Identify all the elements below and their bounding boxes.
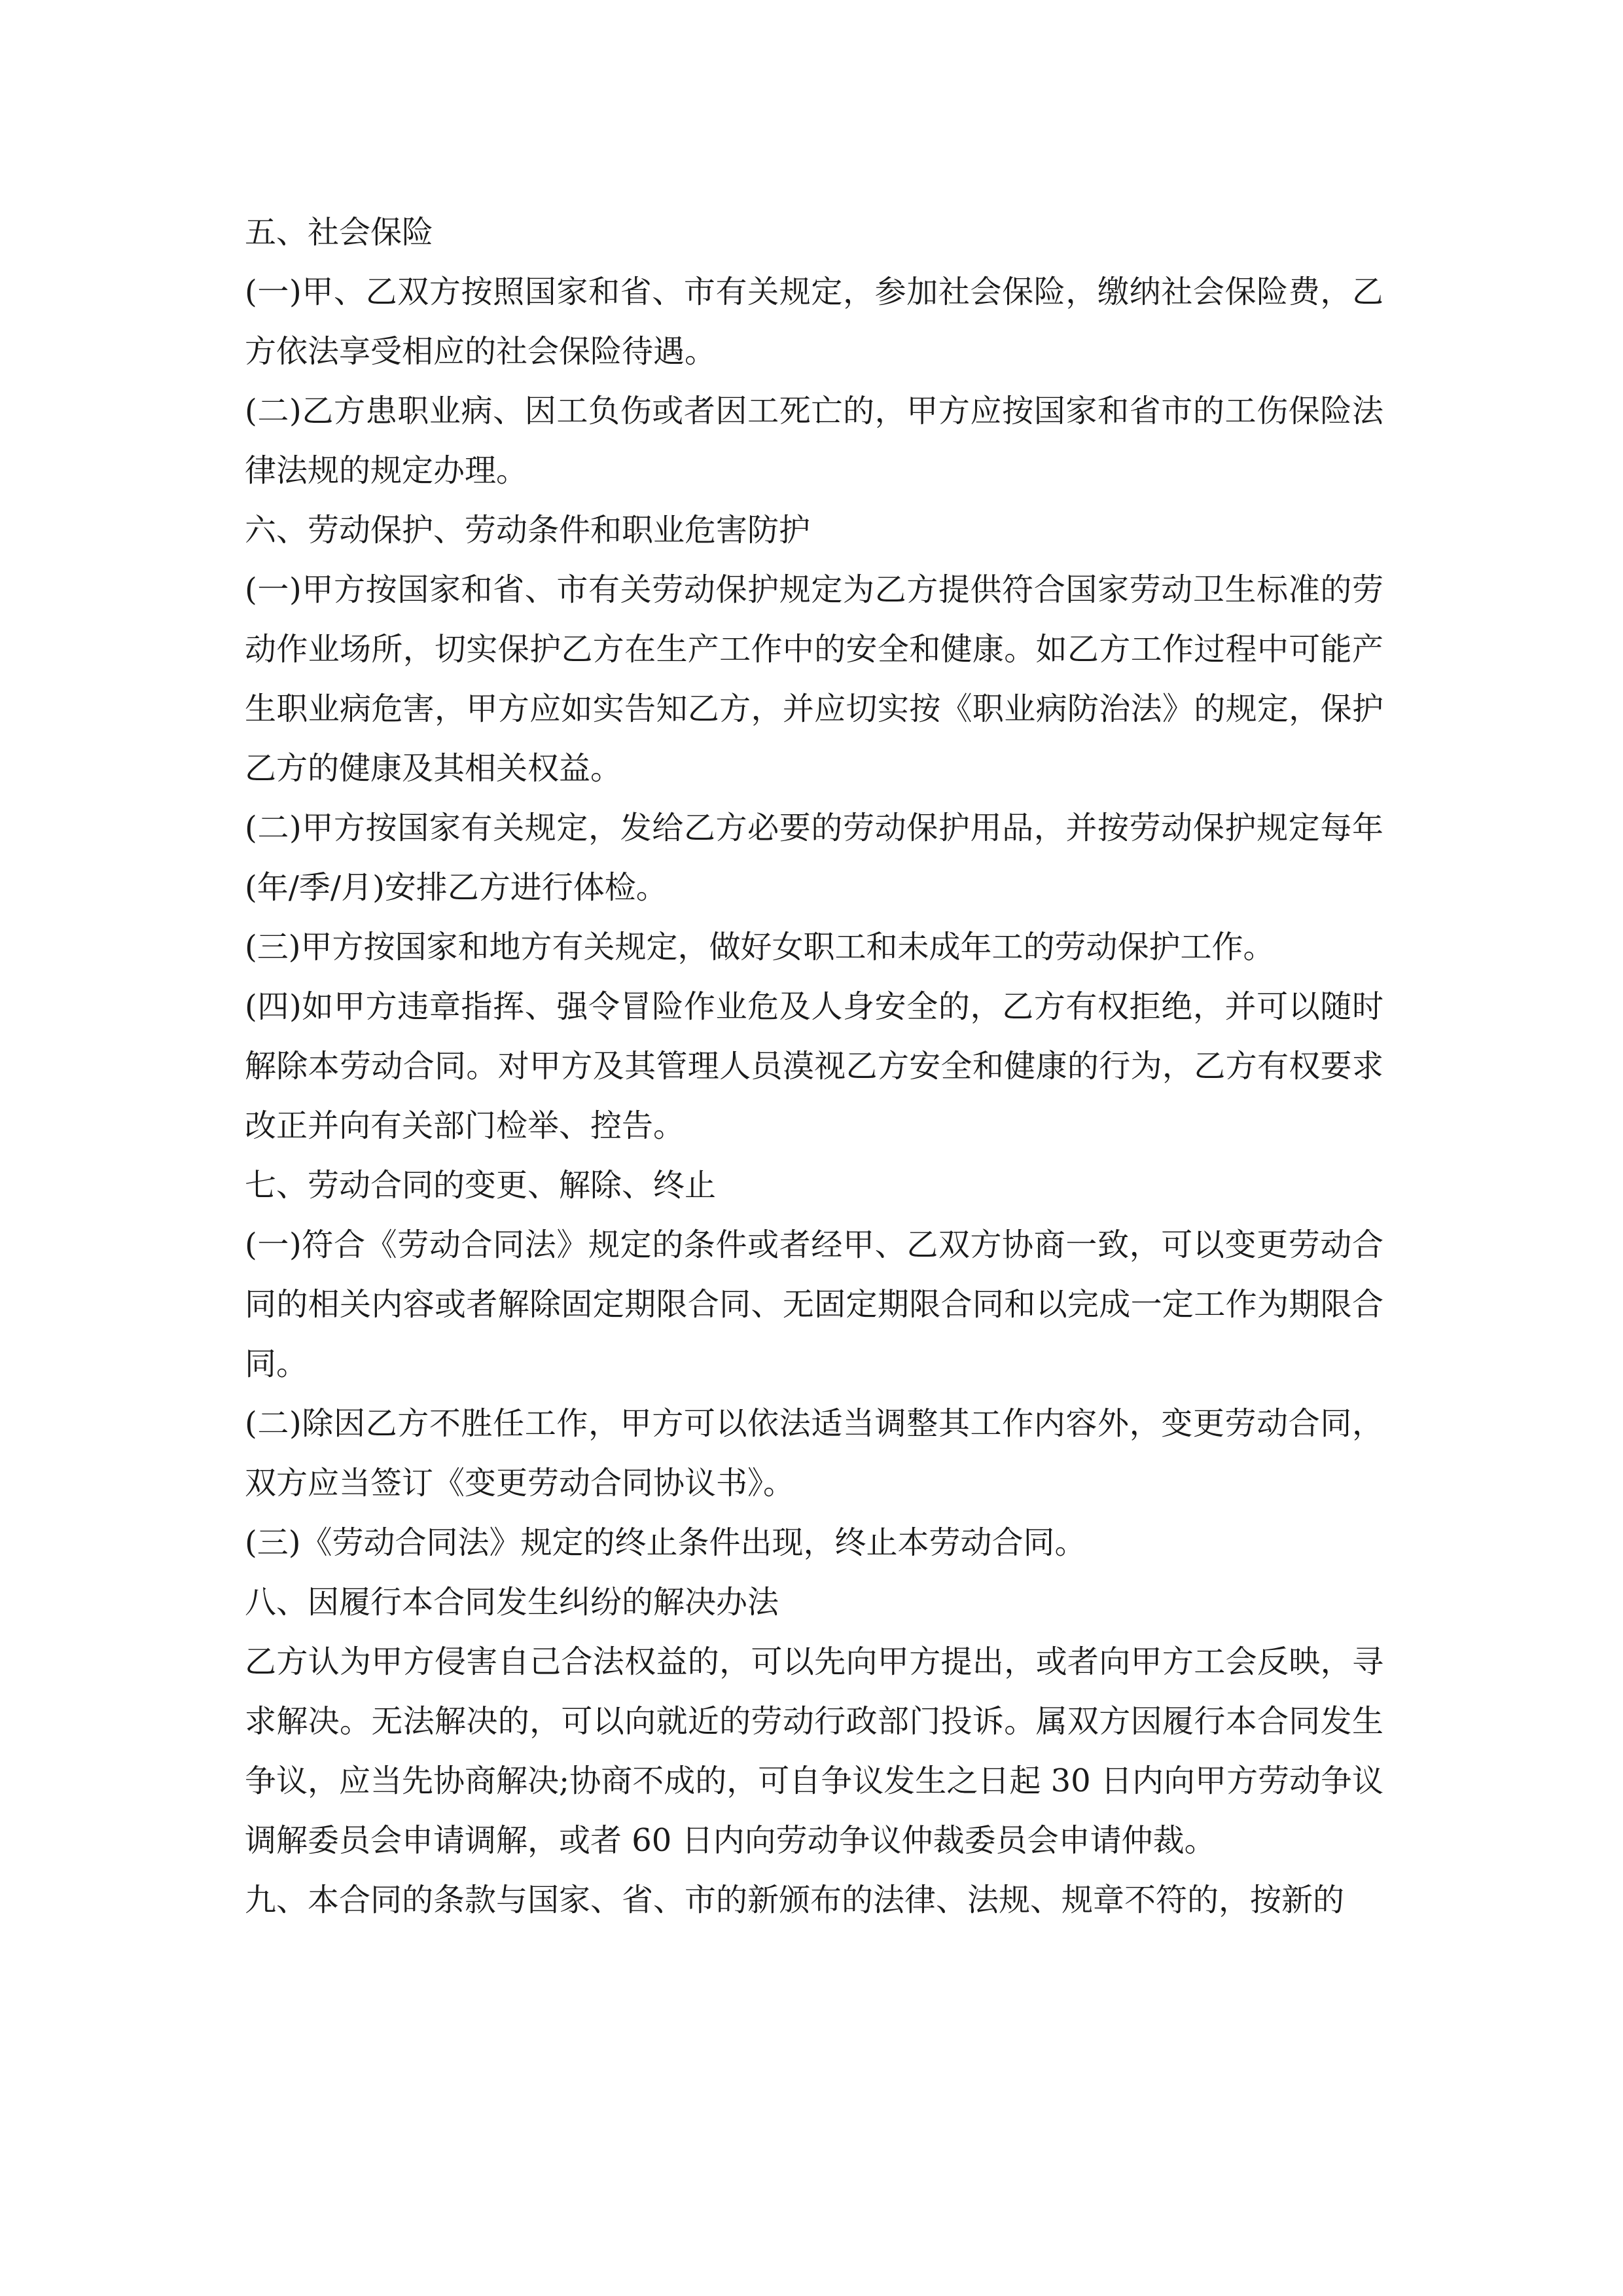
section-heading-dispute-resolution: 八、因履行本合同发生纠纷的解决办法 [245, 1584, 779, 1621]
clause-contract-change-3: (三)《劳动合同法》规定的终止条件出现，终止本劳动合同。 [245, 1524, 1086, 1561]
clause-dispute-resolution: 乙方认为甲方侵害自己合法权益的，可以先向甲方提出，或者向甲方工会反映，寻求解决。无法解决的，可以向就近的劳动行政部门投诉。属双方因履行本合同发生争议，应当先协商解决;协商不成的，可自争议发生之日起 30 日内向甲方劳动争议调解委员会申请调解，或者 60 日内向劳动争议仲裁委员会申请仲裁。 [245, 1643, 1383, 1859]
clause-labor-protection-3: (三)甲方按国家和地方有关规定，做好女职工和未成年工的劳动保护工作。 [245, 929, 1275, 965]
clause-labor-protection-2: (二)甲方按国家有关规定，发给乙方必要的劳动保护用品，并按劳动保护规定每年(年/季/月)安排乙方进行体检。 [245, 810, 1383, 906]
clause-contract-change-2: (二)除因乙方不胜任工作，甲方可以依法适当调整其工作内容外，变更劳动合同，双方应当签订《变更劳动合同协议书》。 [245, 1405, 1383, 1501]
clause-labor-protection-4: (四)如甲方违章指挥、强令冒险作业危及人身安全的，乙方有权拒绝，并可以随时解除本劳动合同。对甲方及其管理人员漠视乙方安全和健康的行为，乙方有权要求改正并向有关部门检举、控告。 [245, 988, 1383, 1144]
section-heading-labor-protection: 六、劳动保护、劳动条件和职业危害防护 [245, 512, 811, 548]
clause-labor-protection-1: (一)甲方按国家和省、市有关劳动保护规定为乙方提供符合国家劳动卫生标准的劳动作业场所，切实保护乙方在生产工作中的安全和健康。如乙方工作过程中可能产生职业病危害，甲方应如实告知乙方，并应切实按《职业病防治法》的规定，保护乙方的健康及其相关权益。 [245, 571, 1383, 787]
section-heading-contract-change: 七、劳动合同的变更、解除、终止 [245, 1167, 717, 1204]
section-heading-social-insurance: 五、社会保险 [245, 214, 434, 251]
document-body [245, 203, 1383, 1930]
clause-social-insurance-1: (一)甲、乙双方按照国家和省、市有关规定，参加社会保险，缴纳社会保险费，乙方依法享受相应的社会保险待遇。 [245, 274, 1383, 370]
section-heading-new-regulations: 九、本合同的条款与国家、省、市的新颁布的法律、法规、规章不符的，按新的 [245, 1882, 1345, 1918]
clause-contract-change-1: (一)符合《劳动合同法》规定的条件或者经甲、乙双方协商一致，可以变更劳动合同的相关内容或者解除固定期限合同、无固定期限合同和以完成一定工作为期限合同。 [245, 1227, 1383, 1382]
clause-social-insurance-2: (二)乙方患职业病、因工负伤或者因工死亡的，甲方应按国家和省市的工伤保险法律法规的规定办理。 [245, 393, 1383, 489]
